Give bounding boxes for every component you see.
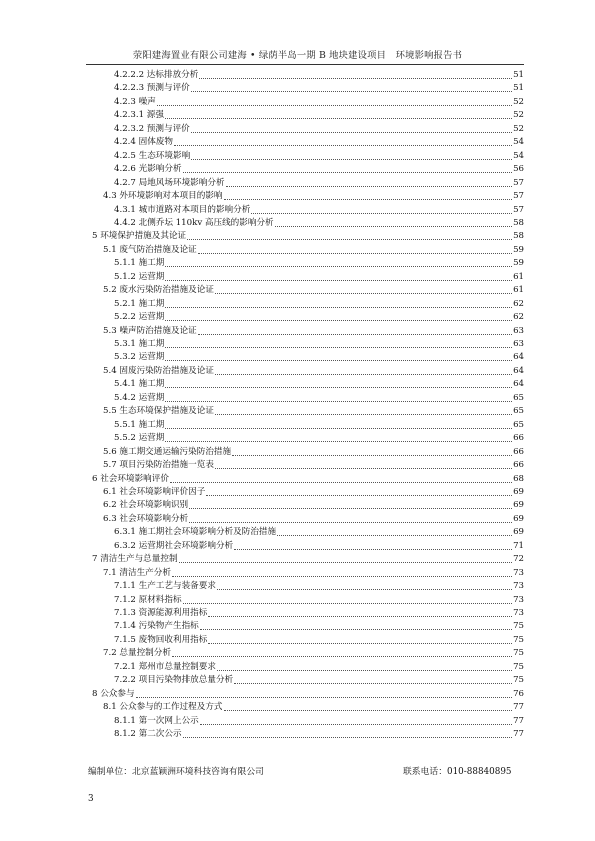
toc-entry-title: 5.1.1 施工期 <box>114 258 165 269</box>
toc-entry-page: 56 <box>513 164 524 175</box>
toc-dot-leader <box>208 616 512 617</box>
toc-dot-leader <box>165 307 512 308</box>
toc-entry-page: 76 <box>513 688 524 699</box>
toc-entry-page: 65 <box>513 406 524 417</box>
toc-entry[interactable] <box>103 512 524 525</box>
toc-entry-page: 57 <box>513 191 524 202</box>
toc-entry[interactable] <box>114 377 524 390</box>
toc-entry[interactable] <box>114 350 524 363</box>
toc-entry-title: 4.3.1 城市道路对本项目的影响分析 <box>114 204 251 215</box>
toc-entry[interactable] <box>114 95 524 108</box>
toc-entry-page: 77 <box>513 702 524 713</box>
toc-entry[interactable] <box>114 673 524 686</box>
toc-entry[interactable] <box>114 714 524 727</box>
toc-entry-title: 8 公众参与 <box>92 688 135 699</box>
toc-entry[interactable] <box>114 579 524 592</box>
toc-entry-title: 4.2.2.2 达标排放分析 <box>114 70 199 80</box>
toc-entry-page: 64 <box>513 352 524 363</box>
toc-dot-leader <box>208 643 512 644</box>
toc-entry-page: 62 <box>513 312 524 323</box>
toc-dot-leader <box>174 145 512 146</box>
toc-dot-leader <box>217 670 512 671</box>
toc-dot-leader <box>165 428 512 429</box>
toc-entry-title: 7.1.1 生产工艺与装备要求 <box>114 581 216 592</box>
toc-entry[interactable] <box>114 108 524 121</box>
toc-dot-leader <box>277 535 512 536</box>
toc-entry[interactable] <box>114 176 524 189</box>
toc-dot-leader <box>232 455 512 456</box>
toc-entry-page: 54 <box>513 150 524 161</box>
toc-entry-page: 69 <box>513 527 524 538</box>
toc-entry-page: 61 <box>513 271 524 282</box>
toc-dot-leader <box>136 697 512 698</box>
toc-entry[interactable] <box>103 566 524 579</box>
toc-entry[interactable] <box>114 593 524 606</box>
toc-entry[interactable] <box>114 418 524 431</box>
toc-entry[interactable] <box>114 216 524 229</box>
toc-dot-leader <box>165 320 512 321</box>
toc-entry[interactable] <box>114 337 524 350</box>
toc-entry-title: 4.3 外环境影响对本项目的影响 <box>103 191 223 202</box>
toc-entry-title: 5.1.2 运营期 <box>114 271 165 282</box>
toc-entry-page: 75 <box>513 621 524 632</box>
toc-entry-title: 6.3.2 运营期社会环境影响分析 <box>114 540 234 551</box>
toc-entry-title: 5.2.1 施工期 <box>114 298 165 309</box>
header-title: 荥阳建海置业有限公司建海 • 绿荫半岛一期 B 地块建设项目 环境影响报告书 <box>132 50 463 61</box>
toc-entry-page: 71 <box>513 540 524 551</box>
toc-entry-page: 77 <box>513 715 524 726</box>
toc-entry-page: 62 <box>513 298 524 309</box>
toc-entry[interactable] <box>114 297 524 310</box>
toc-entry[interactable] <box>103 700 524 713</box>
toc-entry-title: 6 社会环境影响评价 <box>92 473 169 484</box>
toc-dot-leader <box>189 508 512 509</box>
toc-dot-leader <box>224 199 513 200</box>
toc-entry[interactable] <box>114 256 524 269</box>
page-header <box>0 47 595 61</box>
toc-entry-page: 54 <box>513 137 524 148</box>
toc-entry-page: 73 <box>513 608 524 618</box>
toc-entry-page: 57 <box>513 204 524 215</box>
toc-entry[interactable] <box>103 364 524 377</box>
toc-entry[interactable] <box>114 203 524 216</box>
header-divider <box>86 64 524 65</box>
toc-entry[interactable] <box>114 391 524 404</box>
toc-entry-page: 65 <box>513 419 524 430</box>
toc-dot-leader <box>234 683 512 684</box>
toc-dot-leader <box>217 589 512 590</box>
toc-dot-leader <box>275 226 512 227</box>
toc-entry[interactable] <box>103 646 524 659</box>
toc-entry-page: 66 <box>513 446 524 457</box>
toc-entry-page: 64 <box>513 365 524 376</box>
toc-entry-title: 7.2 总量控制分析 <box>103 648 171 659</box>
toc-entry[interactable] <box>114 431 524 444</box>
toc-entry-title: 8.1 公众参与的工作过程及方式 <box>103 702 223 713</box>
toc-dot-leader <box>165 118 512 119</box>
toc-entry-page: 61 <box>513 285 524 296</box>
toc-entry-title: 4.2.6 光影响分析 <box>114 164 182 175</box>
toc-entry[interactable] <box>114 270 524 283</box>
toc-entry-page: 68 <box>513 473 524 484</box>
toc-entry[interactable] <box>114 68 524 81</box>
toc-dot-leader <box>179 562 513 563</box>
footer-phone: 联系电话：010-88840895 <box>403 767 512 777</box>
toc-dot-leader <box>198 334 512 335</box>
toc-entry-title: 5.3 噪声防治措施及论证 <box>103 325 197 336</box>
toc-entry-page: 63 <box>513 339 524 349</box>
toc-entry-title: 8.1.2 第二次公示 <box>114 729 182 740</box>
toc-dot-leader <box>226 186 513 187</box>
toc-entry[interactable] <box>114 619 524 632</box>
toc-dot-leader <box>187 239 512 240</box>
toc-dot-leader <box>215 374 512 375</box>
toc-entry-page: 51 <box>513 83 524 94</box>
toc-entry-title: 6.3.1 施工期社会环境影响分析及防治措施 <box>114 527 277 538</box>
toc-entry[interactable] <box>103 445 524 458</box>
toc-entry[interactable] <box>114 310 524 323</box>
toc-dot-leader <box>206 495 512 496</box>
toc-entry[interactable] <box>114 525 524 538</box>
toc-entry-page: 73 <box>513 567 524 578</box>
toc-entry-page: 51 <box>513 70 524 80</box>
toc-entry-title: 5.2 废水污染防治措施及论证 <box>103 285 214 296</box>
toc-entry-page: 52 <box>513 123 524 134</box>
toc-entry-title: 6.1 社会环境影响评价因子 <box>103 486 206 497</box>
toc-entry[interactable] <box>103 458 524 471</box>
toc-dot-leader <box>172 576 512 577</box>
toc-dot-leader <box>165 360 512 361</box>
toc-entry[interactable] <box>114 122 524 135</box>
toc-dot-leader <box>191 132 512 133</box>
toc-entry-title: 4.2.7 局地风场环境影响分析 <box>114 177 225 188</box>
toc-entry-page: 75 <box>513 675 524 686</box>
toc-dot-leader <box>215 293 512 294</box>
toc-entry-page: 59 <box>513 244 524 255</box>
toc-dot-leader <box>215 468 512 469</box>
toc-entry-page: 69 <box>513 486 524 497</box>
toc-entry[interactable] <box>114 727 524 740</box>
toc-entry-title: 5.5.2 运营期 <box>114 433 165 444</box>
toc-entry-title: 4.2.4 固体废物 <box>114 137 173 148</box>
toc-entry-page: 73 <box>513 581 524 592</box>
toc-entry[interactable] <box>92 687 524 700</box>
toc-entry[interactable] <box>114 606 524 619</box>
toc-entry-title: 7.1.5 废物回收利用指标 <box>114 634 208 645</box>
toc-entry-title: 7.1.4 污染物产生指标 <box>114 621 199 632</box>
toc-dot-leader <box>165 401 512 402</box>
toc-entry-title: 7.2.2 项目污染物排放总量分析 <box>114 675 234 686</box>
toc-entry-page: 77 <box>513 729 524 740</box>
toc-entry-title: 7.1.3 资源能源利用指标 <box>114 608 208 618</box>
toc-dot-leader <box>224 710 513 711</box>
toc-dot-leader <box>234 549 512 550</box>
toc-dot-leader <box>200 724 512 725</box>
toc-dot-leader <box>165 266 512 267</box>
toc-entry-page: 75 <box>513 634 524 645</box>
toc-entry-title: 4.4.2 北侧乔坛 110kv 高压线的影响分析 <box>114 217 274 228</box>
toc-entry[interactable] <box>103 498 524 511</box>
toc-entry-title: 5.5 生态环境保护措施及论证 <box>103 406 214 417</box>
toc-dot-leader <box>165 280 512 281</box>
page-number: 3 <box>88 794 94 804</box>
toc-entry-page: 75 <box>513 648 524 659</box>
toc-dot-leader <box>198 253 512 254</box>
toc-entry-title: 4.2.3.2 预测与评价 <box>114 123 190 134</box>
toc-entry-title: 5.6 施工期交通运输污染防治措施 <box>103 446 232 457</box>
toc-dot-leader <box>199 78 512 79</box>
toc-dot-leader <box>165 387 512 388</box>
toc-dot-leader <box>183 603 512 604</box>
toc-entry-page: 66 <box>513 460 524 471</box>
toc-entry-title: 5.4.1 施工期 <box>114 379 165 390</box>
toc-entry[interactable] <box>103 283 524 296</box>
toc-entry[interactable] <box>103 189 524 202</box>
toc-dot-leader <box>191 91 512 92</box>
toc-entry-page: 58 <box>513 231 524 242</box>
toc-dot-leader <box>165 347 512 348</box>
toc-entry-title: 5.5.1 施工期 <box>114 419 165 430</box>
toc-entry[interactable] <box>92 229 524 242</box>
toc-entry[interactable] <box>92 472 524 485</box>
toc-entry[interactable] <box>114 660 524 673</box>
toc-entry[interactable] <box>114 539 524 552</box>
toc-dot-leader <box>189 522 512 523</box>
toc-entry[interactable] <box>114 149 524 162</box>
toc-dot-leader <box>183 737 512 738</box>
toc-dot-leader <box>165 441 512 442</box>
toc-dot-leader <box>172 656 512 657</box>
toc-entry[interactable] <box>114 135 524 148</box>
toc-entry-title: 7.1.2 原材料指标 <box>114 594 182 605</box>
toc-entry-page: 58 <box>513 217 524 228</box>
toc-entry-title: 5.4 固废污染防治措施及论证 <box>103 365 214 376</box>
toc-entry-title: 4.2.3.1 源强 <box>114 110 164 121</box>
toc-entry-page: 72 <box>513 554 524 565</box>
toc-entry-title: 4.2.3 噪声 <box>114 96 156 107</box>
toc-entry-page: 59 <box>513 258 524 269</box>
toc-entry-title: 5.1 废气防治措施及论证 <box>103 244 197 255</box>
footer-compiler: 编制单位：北京蓝颖洲环境科技咨询有限公司 <box>88 767 264 777</box>
toc-entry-title: 5 环境保护措施及其论证 <box>92 231 187 242</box>
toc-entry-page: 65 <box>513 392 524 403</box>
toc-entry[interactable] <box>114 81 524 94</box>
toc-entry-title: 4.2.2.3 预测与评价 <box>114 83 190 94</box>
toc-dot-leader <box>191 159 512 160</box>
toc-entry[interactable] <box>114 633 524 646</box>
toc-entry-page: 73 <box>513 594 524 605</box>
toc-entry-title: 5.7 项目污染防治措施一览表 <box>103 460 214 471</box>
toc-entry-title: 6.2 社会环境影响识别 <box>103 500 189 511</box>
toc-entry-page: 57 <box>513 177 524 188</box>
toc-entry-page: 69 <box>513 513 524 524</box>
toc-entry[interactable] <box>103 404 524 417</box>
toc-entry-title: 5.3.1 施工期 <box>114 339 165 349</box>
toc-entry-page: 75 <box>513 661 524 672</box>
toc-entry-title: 5.3.2 运营期 <box>114 352 165 363</box>
toc-entry[interactable] <box>114 162 524 175</box>
toc-dot-leader <box>157 105 512 106</box>
toc-entry-page: 64 <box>513 379 524 390</box>
toc-dot-leader <box>183 172 512 173</box>
toc-entry-title: 7.1 清洁生产分析 <box>103 567 171 578</box>
toc-dot-leader <box>251 213 512 214</box>
toc-entry[interactable] <box>92 552 524 565</box>
toc-entry-title: 5.2.2 运营期 <box>114 312 165 323</box>
toc-entry-page: 69 <box>513 500 524 511</box>
toc-entry-title: 7 清洁生产与总量控制 <box>92 554 178 565</box>
toc-entry-title: 8.1.1 第一次网上公示 <box>114 715 199 726</box>
toc-entry[interactable] <box>103 324 524 337</box>
toc-entry[interactable] <box>103 485 524 498</box>
toc-entry-page: 52 <box>513 110 524 121</box>
toc-entry[interactable] <box>103 243 524 256</box>
toc-dot-leader <box>200 629 512 630</box>
toc-entry-page: 63 <box>513 325 524 336</box>
toc-entry-title: 6.3 社会环境影响分析 <box>103 513 189 524</box>
toc-entry-title: 4.2.5 生态环境影响 <box>114 150 191 161</box>
toc-dot-leader <box>170 482 512 483</box>
toc-entry-page: 66 <box>513 433 524 444</box>
toc-entry-page: 52 <box>513 96 524 107</box>
toc-entry-title: 7.2.1 郑州市总量控制要求 <box>114 661 216 672</box>
toc-entry-title: 5.4.2 运营期 <box>114 392 165 403</box>
toc-dot-leader <box>215 414 512 415</box>
